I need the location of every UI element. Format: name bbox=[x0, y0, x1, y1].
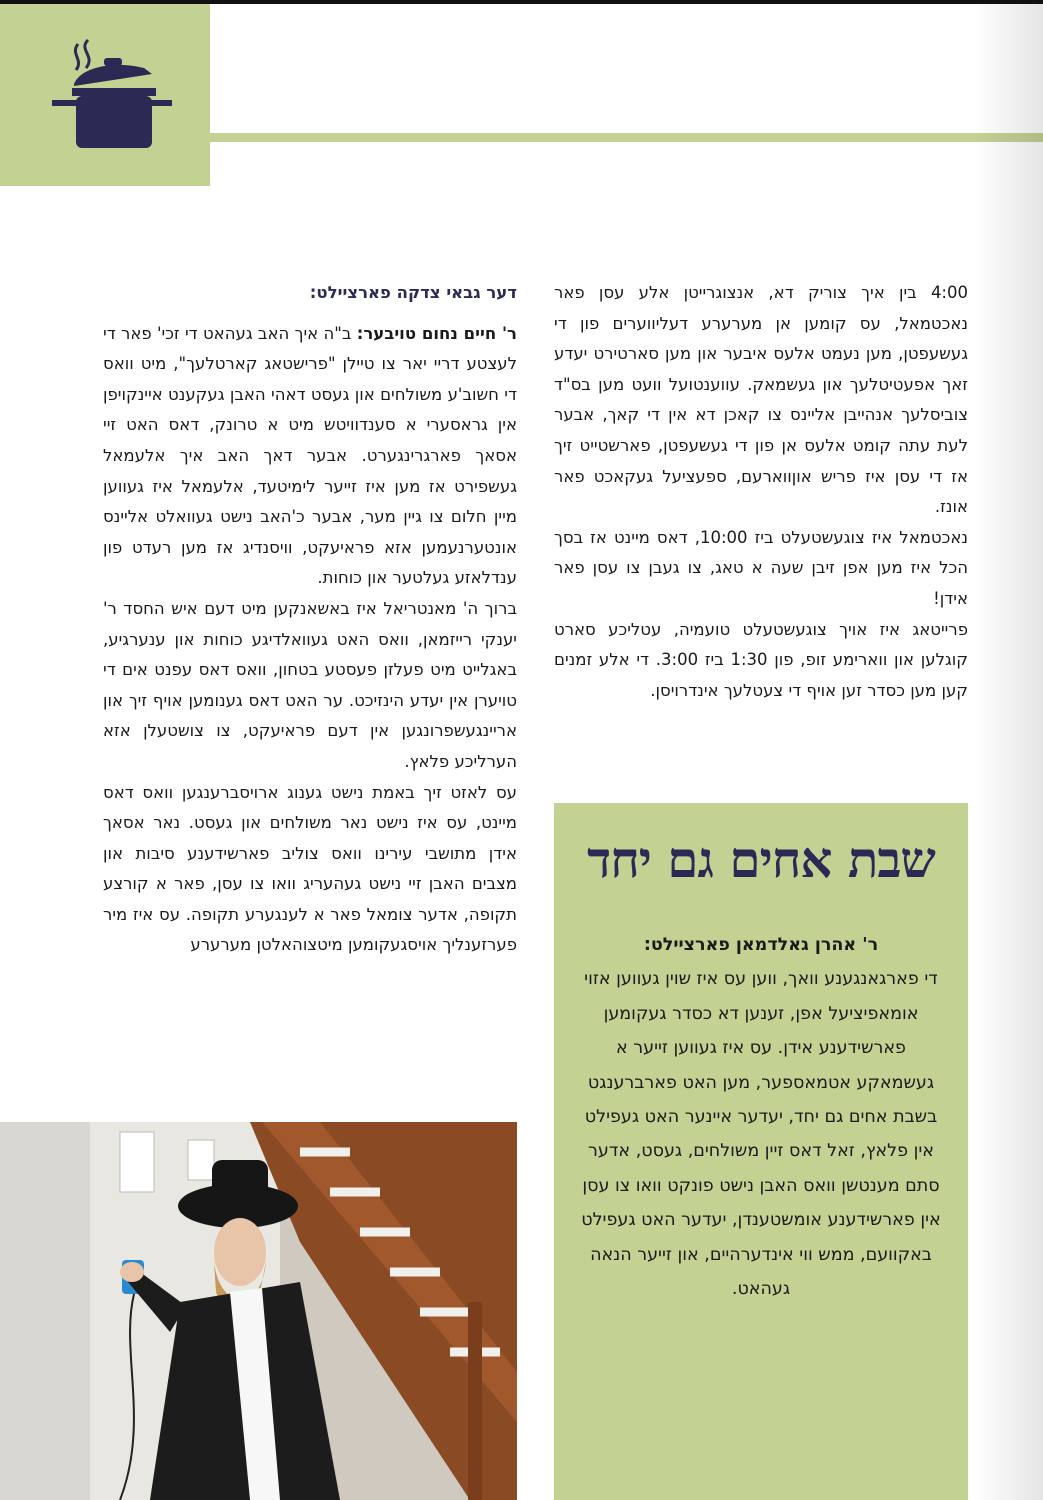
paragraph bbox=[103, 319, 517, 594]
section-heading: דער גבאי צדקה פארציילט: bbox=[309, 283, 517, 302]
sidebar-title: שבת אחים גם יחד bbox=[587, 830, 935, 889]
article-left-column bbox=[103, 278, 517, 961]
header-rule bbox=[210, 133, 1043, 142]
paragraph: נאכטמאל איז צוגעשטעלט ביז 10:00, דאס מיינט אז בסך הכל איז מען אפן זיבן שעה א טאג, צו געבן צו עסן פאר אידן! bbox=[554, 527, 968, 608]
photo-man-at-wall-device bbox=[0, 1122, 517, 1500]
cooking-pot-icon bbox=[52, 34, 172, 152]
sidebar-speaker: ר' אהרן גאלדמאן פארציילט: bbox=[643, 935, 879, 955]
section-icon-panel bbox=[0, 4, 210, 186]
sidebar-text: די פארגאנגענע וואך, ווען עס איז שוין געווען אזוי אומאפיציעל אפן, זענען דא כסדר געקומען פארשידענע אידן. עס איז געווען זייער א געשמאקע אטמאספער, מען האט פארברענגט בשבת אחים גם יחד, יעדער איינער האט געפילט אין פלאץ, זאל דאס זיין משולחים, געסט, אדער סתם מענטשן וואס האבן נישט פונקט וואו צו עסן אין פארשידענע אומשטענדן, יעדער האט געפילט באקוועם, ממש ווי אינדערהיים, און זייער הנאה געהאט. bbox=[581, 969, 941, 1300]
paragraph-text: ב"ה איך האב געהאט די זכי' פאר די לעצטע דריי יאר צו טיילן "פרישטאג קארטלעך", מיט וואס די חשוב'ע משולחים און געסט דאהי האבן געקענט איינקויפן אין גראסערי א סענדוויטש מיט א טרונק, דאס האט זיי אסאך פארגרינגערט. אבער דאך האב איך אלעמאל געשפירט אז מען איז זייער לימיטעד, אלעמאל איז געווען מיין חלום צו גיין מער, אבער כ'האב נישט געוואלט אליינס אונטערנעמען אזא פראיעקט, וויסנדיג אז מען רעדט פון ענדלאזע געלטער און כוחות. bbox=[103, 323, 517, 588]
paragraph: עס לאזט זיך באמת נישט גענוג ארויסברענגען וואס דאס מיינט, עס איז נישט נאר משולחים און געסט. נאר אסאך אידן מתושבי עירינו וואס צוליב פארשידענע סיבות און מצבים האבן זיי נישט געהעריג וואו צו עסן, פאר א קורצע תקופה, אדער צומאל פאר א לענגערע תקופה. עס איז מיר פערזענליך אויסגעקומען מיטצוהאלטן מערערע bbox=[103, 782, 517, 955]
sidebar-body bbox=[576, 928, 946, 1306]
speaker-name: ר' חיים נחום טויבער: bbox=[356, 323, 517, 343]
paragraph: פרייטאג איז אויך צוגעשטעלט טועמיה, עטליכע סארט קוגלען און ווארימע זופ, פון 1:30 ביז 3:00. די אלע זמנים קען מען כסדר זען אויף די צעטלעך אינדרויסן. bbox=[554, 619, 969, 700]
sidebar-box bbox=[554, 803, 968, 1500]
article-right-column bbox=[554, 278, 968, 706]
paragraph: 4:00 בין איך צוריק דא, אנצוגרייטן אלע עסן פאר נאכטמאל, עס קומען אן מערערע דעליווערים פון די געשעפטן, מען נעמט אלעס איבער און מען סארטירט יעדע זאך אפעטיטלעך און געשמאק. עווענטועל וועט מען בס"ד צוביסלעך אנהייבן אליינס צו קאכן דא אין די קאך, אבער לעת עתה קומט אלעס אן פון די געשעפטן, פארשטייט זיך אז די עסן איז פריש אוןווארעם, ספעציעל געקאכט פאר אונז. bbox=[554, 283, 968, 517]
page-fold-shadow bbox=[973, 4, 1043, 1500]
paragraph: ברוך ה' מאנטריאל איז באשאנקען מיט דעם איש החסד ר' יענקי רייזמאן, וואס האט געוואלדיגע כוחות און ענערגיע, באגלייט מיט פעלזן פעסטע בטחון, וואס דאס עפנט אים די טויערן אין יעדע הינזיכט. ער האט דאס גענומען אויף זיך און אריינגעשפרונגען אין דעם פראיעקט, צו צושטעלן אזא הערליכע פלאץ. bbox=[103, 598, 517, 771]
